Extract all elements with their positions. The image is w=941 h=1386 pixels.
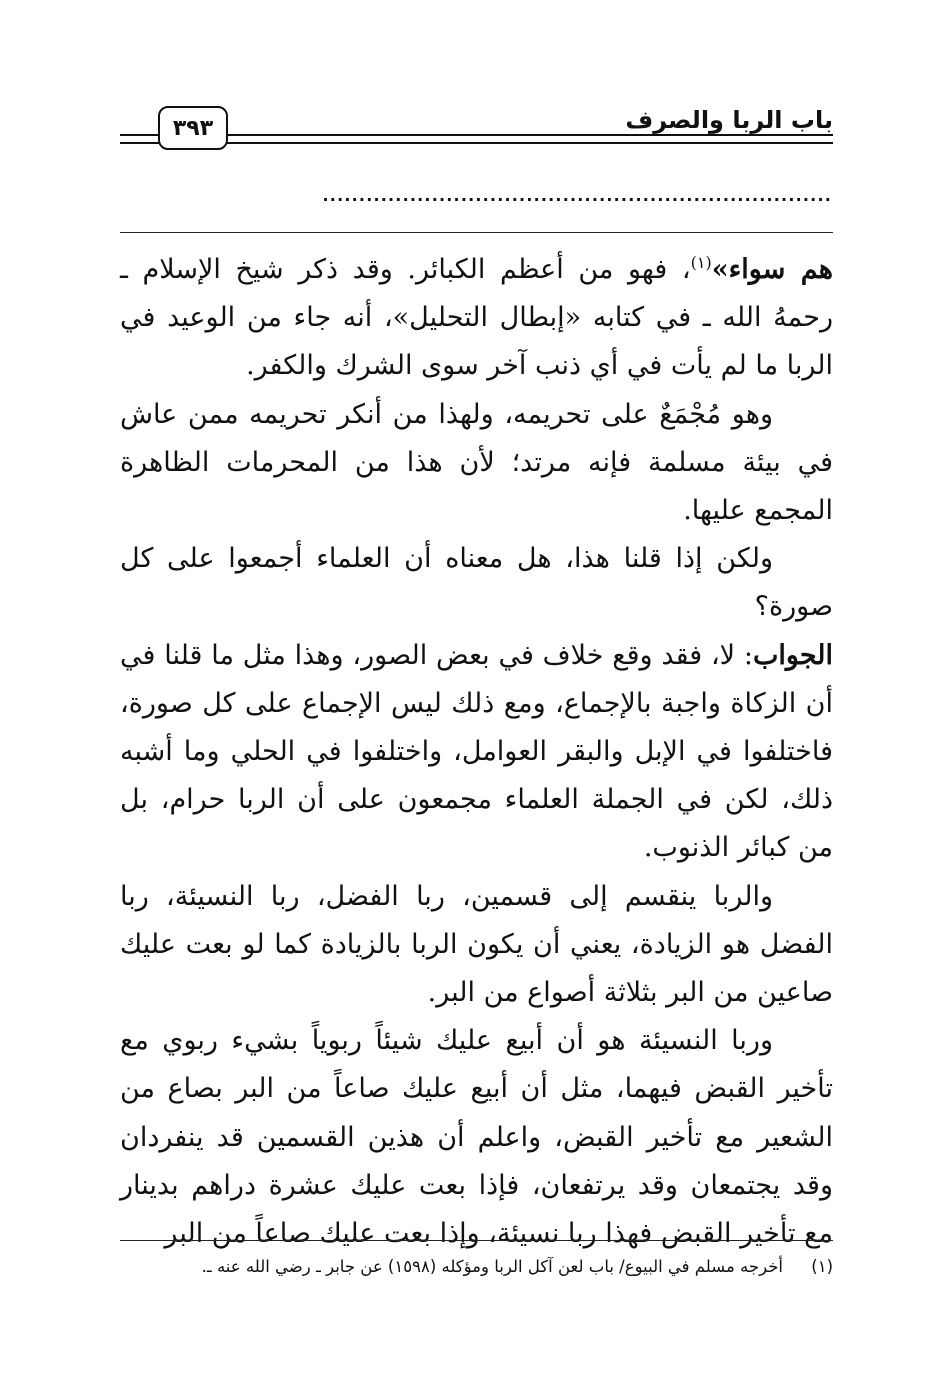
footnote-text: أخرجه مسلم في البيوع/ باب لعن آكل الربا ومؤكله (١٥٩٨) عن جابر ـ رضي الله عنه ـ. — [201, 1257, 783, 1276]
paragraph-text: ولكن إذا قلنا هذا، هل معناه أن العلماء أجمعوا على كل صورة؟ — [120, 543, 833, 623]
paragraph-2 — [120, 391, 833, 536]
dotted-separator: ...................................................................... — [322, 186, 832, 205]
footnote-rule — [120, 1240, 833, 1241]
text-top-rule — [120, 232, 833, 233]
paragraph-text: : لا، فقد وقع خلاف في بعض الصور، وهذا مثل ما قلنا في أن الزكاة واجبة بالإجماع، ومع ذلك ليس الإجماع على كل صورة، فاختلفوا في الإبل والبقر العوامل، واختلفوا في الحلي وما أشبه ذلك، لكن في الجملة العلماء مجمعون على أن الربا حرام، بل من كبائر الذنوب. — [120, 639, 833, 864]
paragraph-text: وربا النسيئة هو أن أبيع عليك شيئاً ربوياً بشيء ربوي مع تأخير القبض فيهما، مثل أن أبيع عليك صاعاً من البر بصاع من الشعير مع تأخير القبض، واعلم أن هذين القسمين قد ينفردان وقد يجتمعان وقد يرتفعان، فإذا بعت عليك عشرة دراهم بدينار مع تأخير القبض فهذا ربا نسيئة، وإذا بعت عليك صاعاً من البر — [120, 1025, 833, 1250]
paragraph-text: والربا ينقسم إلى قسمين، ربا الفضل، ربا النسيئة، ربا الفضل هو الزيادة، يعني أن يكون الربا بالزيادة كما لو بعت عليك صاعين من البر بثلاثة أصواع من البر. — [120, 880, 833, 1009]
bold-lead: الجواب — [752, 639, 833, 671]
page-header — [120, 100, 833, 152]
page-number-box — [158, 106, 228, 150]
paragraph-1 — [120, 246, 833, 391]
paragraph-4 — [120, 632, 833, 873]
paragraph-text: وهو مُجْمَعٌ على تحريمه، ولهذا من أنكر تحريمه ممن عاش في بيئة مسلمة فإنه مرتد؛ لأن هذا من المحرمات الظاهرة المجمع عليها. — [120, 398, 833, 527]
paragraph-6 — [120, 1017, 833, 1258]
paragraph-5 — [120, 873, 833, 1018]
chapter-title: باب الربا والصرف — [625, 106, 833, 134]
page-number: ٣٩٣ — [172, 115, 214, 141]
paragraph-3 — [120, 535, 833, 631]
footnote-ref: (١) — [690, 253, 712, 272]
paragraph-text: ، فهو من أعظم الكبائر. وقد ذكر شيخ الإسلام ـ رحمهُ الله ـ في كتابه «إبطال التحليل»، أنه جاء من الوعيد في الربا ما لم يأت في أي ذنب آخر سوى الشرك والكفر. — [120, 254, 833, 382]
main-text — [120, 246, 833, 1258]
bold-lead: هم سواء» — [711, 254, 833, 285]
footnote-number: (١) — [811, 1257, 833, 1276]
footnote — [120, 1254, 833, 1280]
